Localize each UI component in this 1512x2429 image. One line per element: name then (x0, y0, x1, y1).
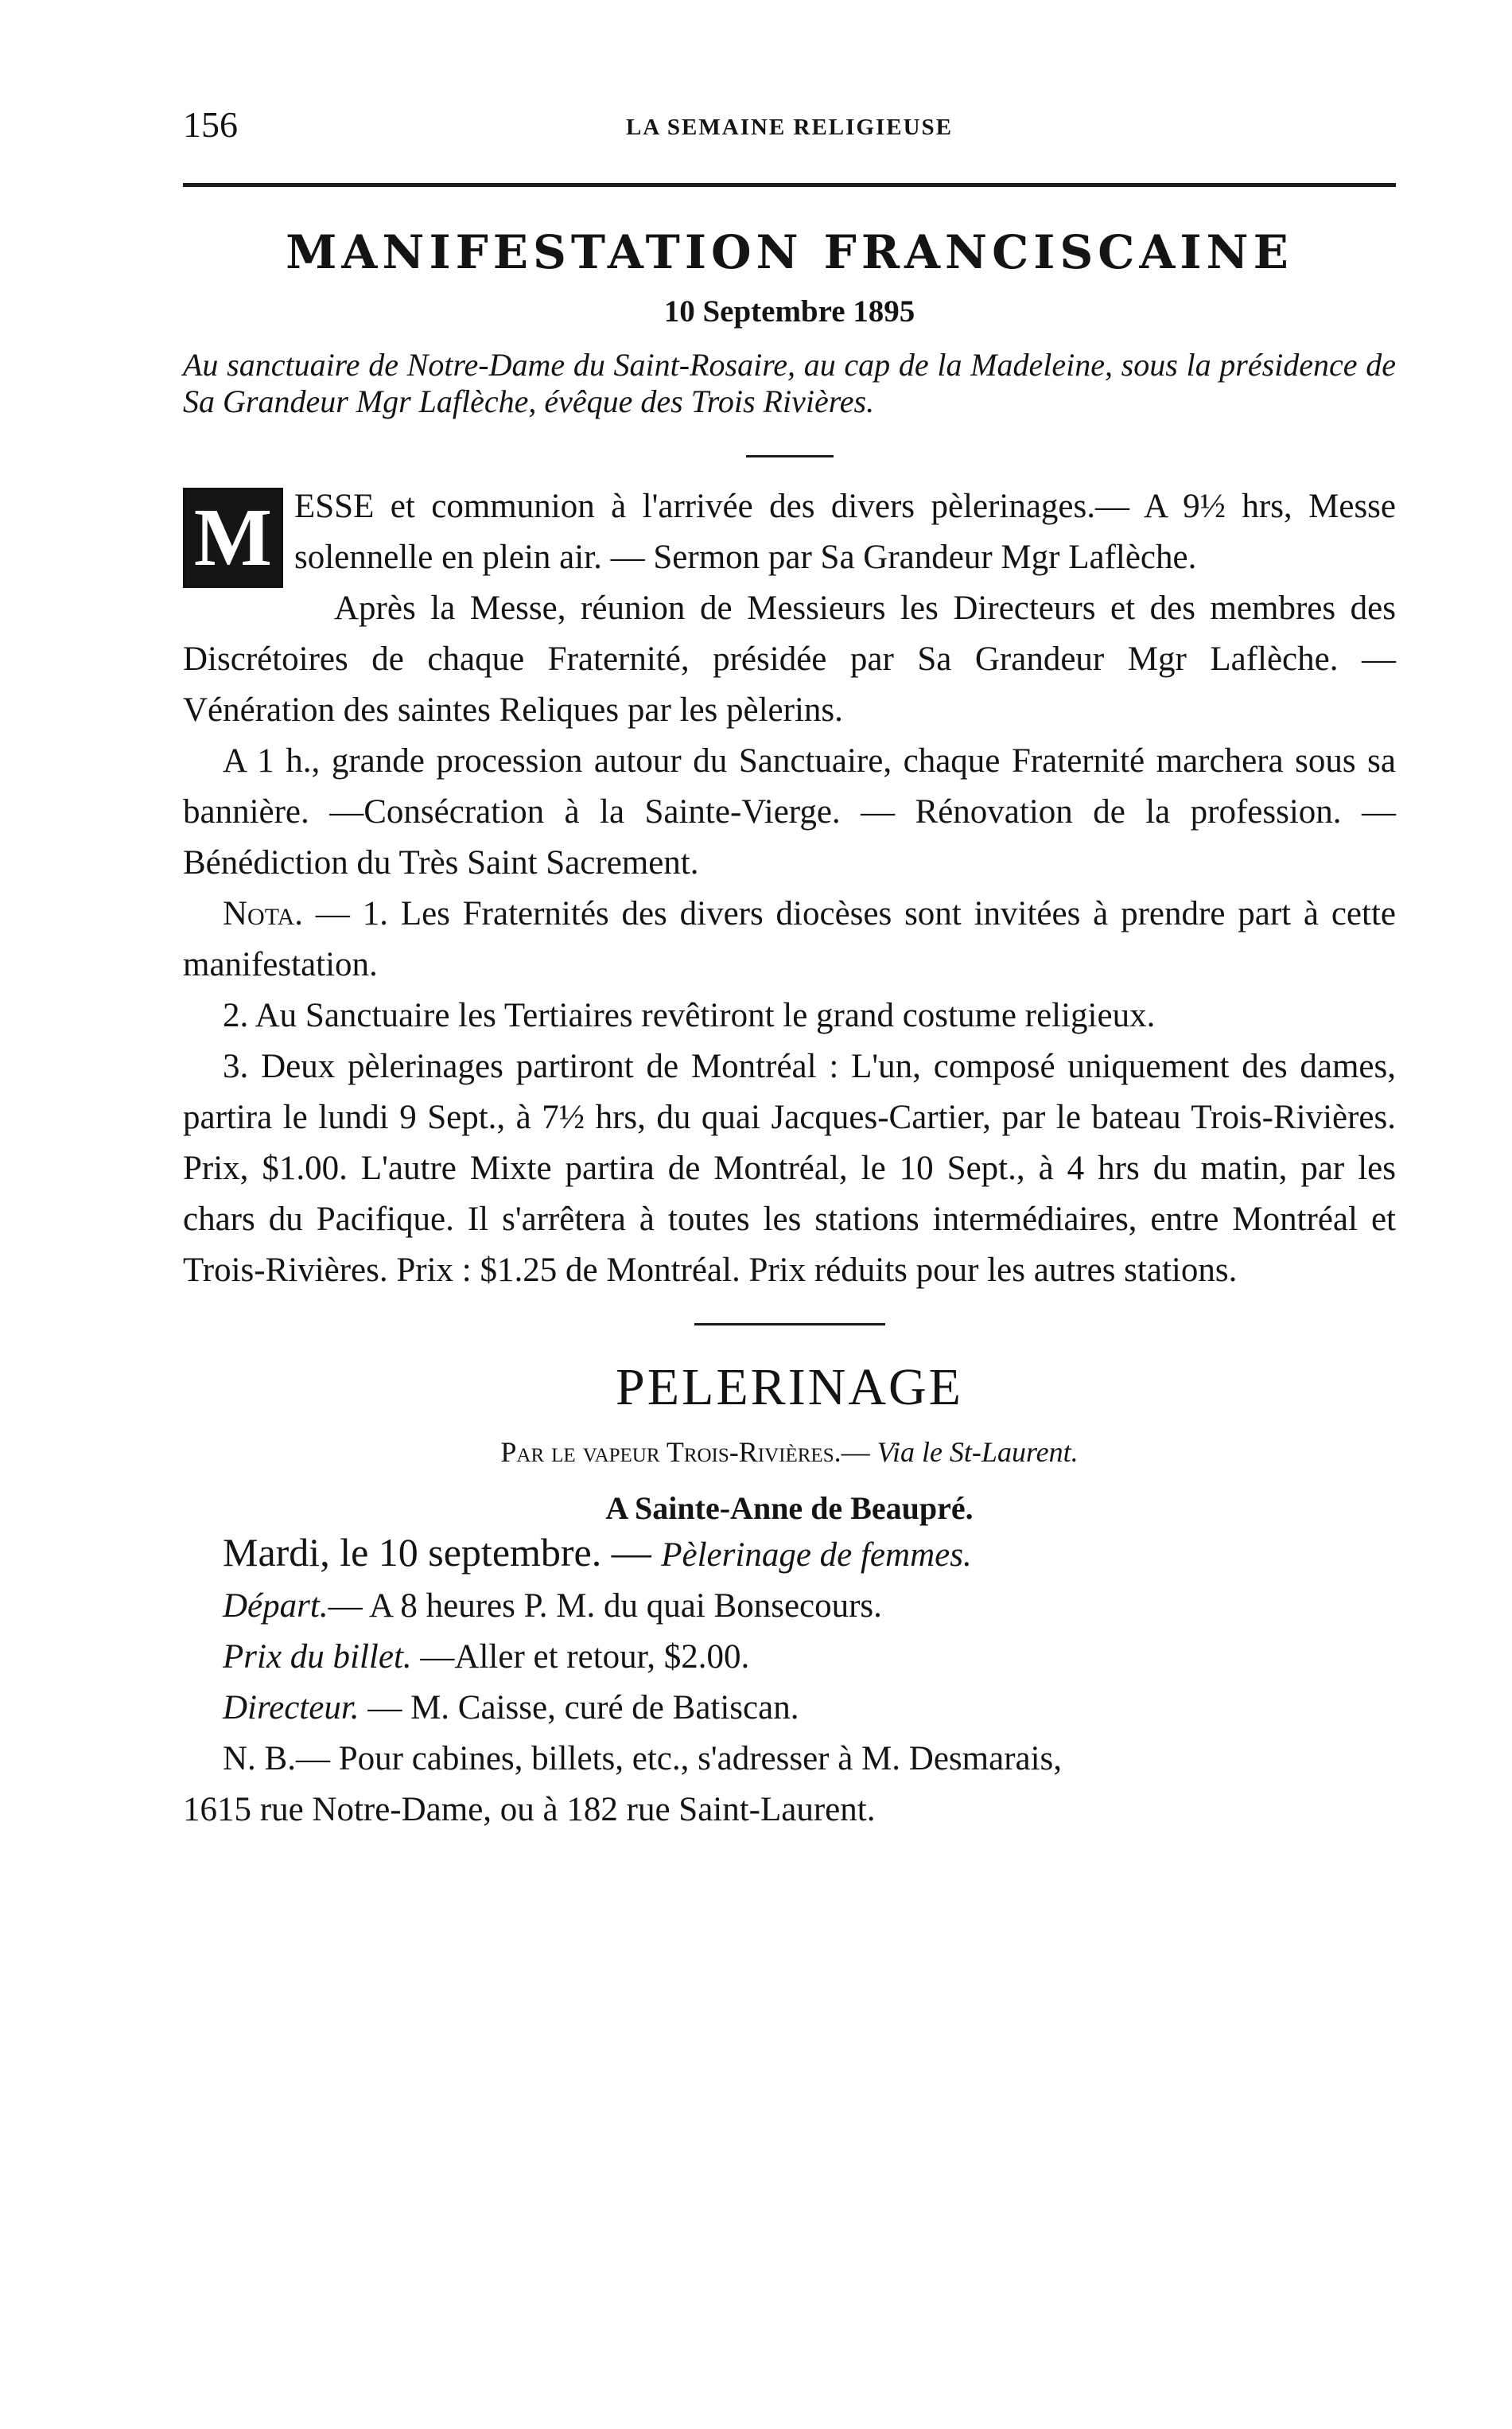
line-depart-text: — A 8 heures P. M. du quai Bonsecours. (328, 1587, 882, 1625)
paragraph-apres-messe: Après la Messe, réunion de Messieurs les Directeurs et des membres des Discrétoires de chaque Fraternité, présidée par Sa Grandeur Mgr Laflèche. — Vénération des saintes Reliques par les pèlerins. (183, 590, 1396, 729)
line-directeur (183, 1683, 1396, 1734)
line-depart-label: Départ. (223, 1587, 328, 1625)
manifestation-intro: Au sanctuaire de Notre-Dame du Saint-Rosaire, au cap de la Madeleine, sous la présidence de Sa Grandeur Mgr Laflèche, évêque des Trois Rivières. (183, 347, 1396, 419)
paragraph-nota (183, 889, 1396, 991)
paragraph-costume: 2. Au Sanctuaire les Tertiaires revêtiront le grand costume religieux. (223, 997, 1156, 1034)
running-head (183, 103, 1396, 151)
line-date (183, 1527, 1396, 1581)
manifestation-date: 10 Septembre 1895 (663, 294, 915, 329)
pelerinage-destination: A Sainte-Anne de Beaupré. (605, 1490, 974, 1526)
paragraph-procession: A 1 h., grande procession autour du Sanctuaire, chaque Fraternité marchera sous sa bannière. —Consécration à la Sainte-Vierge. — Rénovation de la profession. — Bénédiction du Très Saint Sacrement. (183, 742, 1396, 882)
line-nb: N. B.— Pour cabines, billets, etc., s'adresser à M. Desmarais, (223, 1740, 1063, 1777)
line-directeur-label: Directeur. (223, 1689, 360, 1726)
line-depart (183, 1581, 1396, 1632)
pelerinage-subtitle (183, 1435, 1396, 1469)
page-body (183, 103, 1396, 1835)
line-date-dash: — (601, 1530, 662, 1575)
line-directeur-text: — M. Caisse, curé de Batiscan. (359, 1689, 799, 1726)
paragraph-messe (183, 481, 1396, 583)
subtitle-vapeur: Par le vapeur Trois-Rivières. (500, 1436, 842, 1468)
line-date-main: Mardi, le 10 septembre. (223, 1530, 602, 1575)
line-prix-text: —Aller et retour, $2.00. (411, 1638, 750, 1676)
subtitle-via: Via le St-Laurent. (876, 1436, 1079, 1468)
section-divider-mid (694, 1323, 885, 1325)
line-prix (183, 1632, 1396, 1683)
section-divider-short (746, 455, 834, 457)
manifestation-title: MANIFESTATION FRANCISCAINE (286, 225, 1293, 279)
paragraph-pelerinages: 3. Deux pèlerinages partiront de Montréal : L'un, composé uniquement des dames, partira le lundi 9 Sept., à 7½ hrs, du quai Jacques-Cartier, par le bateau Trois-Rivières. Prix, $1.00. L'autre Mixte partira de Montréal, le 10 Sept., à 4 hrs du matin, par les chars du Pacifique. Il s'arrêtera à toutes les stations intermédiaires, entre Montréal et Trois-Rivières. Prix : $1.25 de Montréal. Prix réduits pour les autres stations. (183, 1048, 1396, 1289)
dropcap-initial: M (183, 488, 283, 588)
subtitle-dash: — (841, 1436, 877, 1468)
line-nb-address: 1615 rue Notre-Dame, ou à 182 rue Saint-Laurent. (183, 1791, 876, 1828)
page-number: 156 (183, 104, 238, 145)
nota-text: — 1. Les Fraternités des divers diocèses sont invitées à prendre part à cette manifestation. (183, 895, 1396, 983)
nota-label: Nota. (223, 895, 304, 932)
pelerinage-title: PELERINAGE (616, 1358, 963, 1416)
line-date-note: Pèlerinage de femmes. (661, 1536, 972, 1574)
header-rule (183, 183, 1396, 187)
line-prix-label: Prix du billet. (223, 1638, 412, 1676)
paragraph-messe-text: ESSE et communion à l'arrivée des divers pèlerinages.— A 9½ hrs, Messe solennelle en plein air. — Sermon par Sa Grandeur Mgr Laflèche. (294, 488, 1396, 576)
running-title: LA SEMAINE RELIGIEUSE (625, 115, 954, 140)
